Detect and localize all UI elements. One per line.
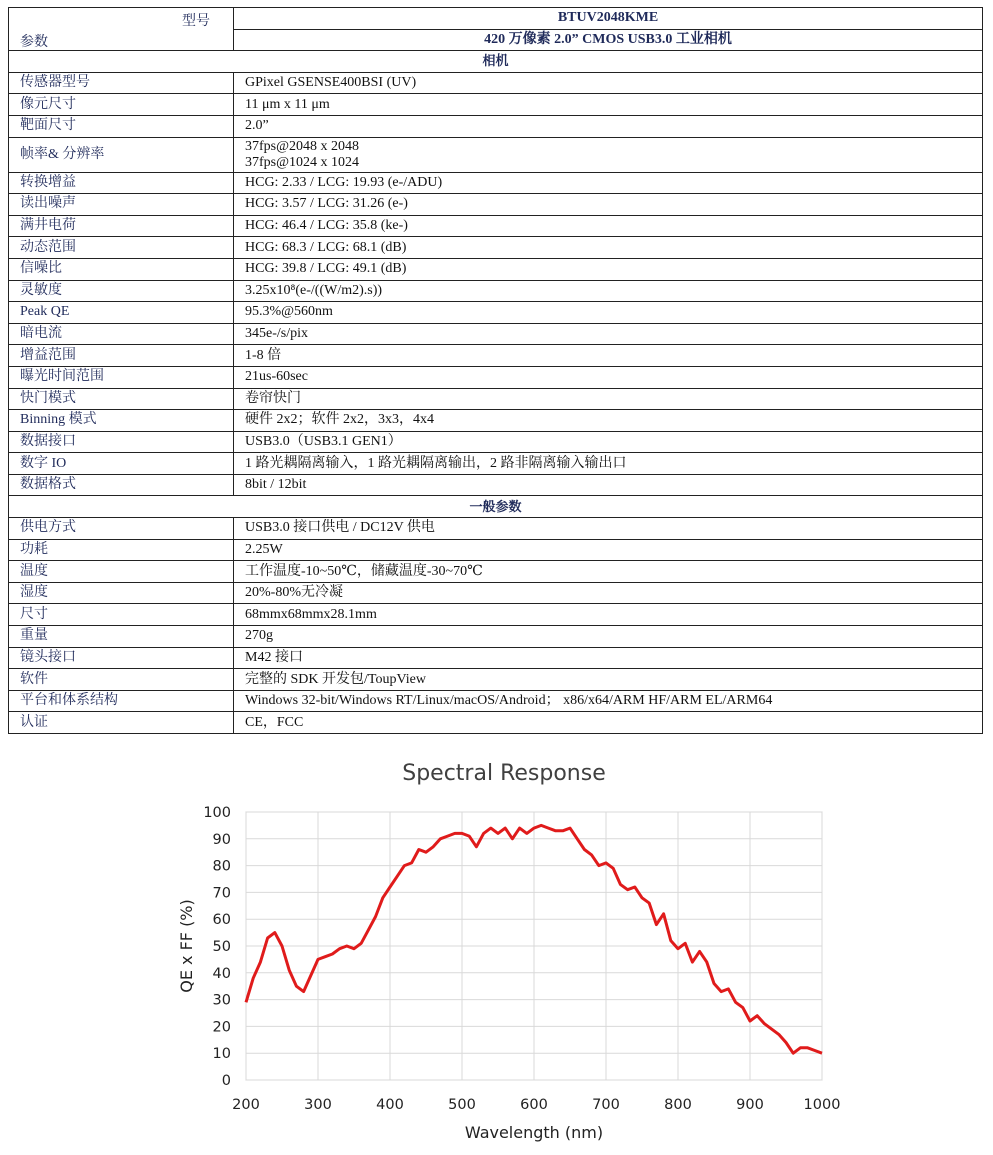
spec-row — [9, 388, 983, 410]
section-title: 相机 — [9, 51, 983, 73]
spec-value: 20%-80%无冷凝 — [234, 582, 983, 604]
spec-label: 软件 — [9, 669, 234, 691]
spec-row — [9, 518, 983, 540]
spec-label: 温度 — [9, 561, 234, 583]
spec-label: 暗电流 — [9, 323, 234, 345]
x-tick-label: 300 — [304, 1097, 332, 1113]
spec-row — [9, 94, 983, 116]
spec-value: 1-8 倍 — [234, 345, 983, 367]
spec-row — [9, 410, 983, 432]
spec-value: Windows 32-bit/Windows RT/Linux/macOS/Android； x86/x64/ARM HF/ARM EL/ARM64 — [234, 690, 983, 712]
corner-param-label: 参数 — [20, 35, 48, 50]
spec-value: HCG: 3.57 / LCG: 31.26 (e-) — [234, 194, 983, 216]
spec-label: 动态范围 — [9, 237, 234, 259]
chart-grid — [246, 812, 822, 1080]
spec-table — [8, 7, 983, 734]
y-tick-label: 60 — [212, 912, 231, 929]
spec-value: 3.25x10⁸(e-/((W/m2).s)) — [234, 280, 983, 302]
spec-value: HCG: 2.33 / LCG: 19.93 (e-/ADU) — [234, 172, 983, 194]
spec-value: 21us-60sec — [234, 366, 983, 388]
spec-row — [9, 280, 983, 302]
spec-label: 供电方式 — [9, 518, 234, 540]
spec-value: 2.25W — [234, 539, 983, 561]
spec-label: 靶面尺寸 — [9, 115, 234, 137]
spec-row — [9, 72, 983, 94]
spec-row — [9, 561, 983, 583]
section-header-row — [9, 496, 983, 518]
spec-value: HCG: 39.8 / LCG: 49.1 (dB) — [234, 258, 983, 280]
spec-label: 认证 — [9, 712, 234, 734]
y-tick-label: 100 — [203, 805, 231, 821]
spec-label: 信噪比 — [9, 258, 234, 280]
spec-label: 平台和体系结构 — [9, 690, 234, 712]
spec-label: 湿度 — [9, 582, 234, 604]
corner-model-label: 型号 — [182, 14, 210, 29]
spec-row — [9, 539, 983, 561]
spec-value: HCG: 46.4 / LCG: 35.8 (ke-) — [234, 215, 983, 237]
spec-row — [9, 172, 983, 194]
spec-row — [9, 215, 983, 237]
spec-value: M42 接口 — [234, 647, 983, 669]
spec-label: 重量 — [9, 626, 234, 648]
spec-value: 工作温度-10~50℃，储藏温度-30~70℃ — [234, 561, 983, 583]
spec-value: 1 路光耦隔离输入，1 路光耦隔离输出，2 路非隔离输入输出口 — [234, 453, 983, 475]
spec-value: CE，FCC — [234, 712, 983, 734]
spec-row — [9, 453, 983, 475]
spec-value: 270g — [234, 626, 983, 648]
spec-label: 数据接口 — [9, 431, 234, 453]
spec-label: 数据格式 — [9, 474, 234, 496]
spec-value: 2.0” — [234, 115, 983, 137]
x-tick-label: 600 — [520, 1097, 548, 1113]
spec-row — [9, 302, 983, 324]
spec-value: 95.3%@560nm — [234, 302, 983, 324]
chart-ticks — [203, 805, 840, 1113]
spec-label: 转换增益 — [9, 172, 234, 194]
spec-value: 卷帘快门 — [234, 388, 983, 410]
spec-value: 8bit / 12bit — [234, 474, 983, 496]
spec-row — [9, 604, 983, 626]
spec-label: 传感器型号 — [9, 72, 234, 94]
spec-value: 68mmx68mmx28.1mm — [234, 604, 983, 626]
y-tick-label: 80 — [212, 858, 231, 875]
y-tick-label: 20 — [212, 1019, 231, 1036]
spec-value: 硬件 2x2；软件 2x2，3x3，4x4 — [234, 410, 983, 432]
section-header-row — [9, 51, 983, 73]
spectral-response-chart — [0, 750, 993, 1155]
chart-title: Spectral Response — [402, 761, 606, 786]
spec-value — [234, 137, 983, 172]
spec-row — [9, 431, 983, 453]
model-description: 420 万像素 2.0” CMOS USB3.0 工业相机 — [234, 29, 983, 51]
spec-row — [9, 669, 983, 691]
spec-row — [9, 582, 983, 604]
model-name: BTUV2048KME — [234, 8, 983, 30]
y-tick-label: 40 — [212, 965, 231, 982]
spec-label: 像元尺寸 — [9, 94, 234, 116]
spec-label: Binning 模式 — [9, 410, 234, 432]
spec-value-line: 37fps@1024 x 1024 — [245, 154, 360, 170]
spec-row — [9, 137, 983, 172]
spec-row — [9, 237, 983, 259]
spec-label: 镜头接口 — [9, 647, 234, 669]
spec-row — [9, 474, 983, 496]
y-tick-label: 70 — [212, 885, 231, 902]
y-tick-label: 0 — [221, 1073, 231, 1089]
spec-row — [9, 626, 983, 648]
spec-label: 满井电荷 — [9, 215, 234, 237]
spec-label: 功耗 — [9, 539, 234, 561]
x-tick-label: 700 — [592, 1097, 620, 1113]
x-tick-label: 800 — [664, 1097, 692, 1113]
header-row-model — [9, 8, 983, 30]
spec-row — [9, 194, 983, 216]
spec-row — [9, 323, 983, 345]
x-axis-label: Wavelength (nm) — [464, 1123, 604, 1142]
spec-row — [9, 690, 983, 712]
y-tick-label: 50 — [212, 939, 231, 955]
spec-label: Peak QE — [9, 302, 234, 324]
spec-row — [9, 366, 983, 388]
x-tick-label: 200 — [232, 1097, 260, 1113]
spec-value: USB3.0 接口供电 / DC12V 供电 — [234, 518, 983, 540]
y-tick-label: 30 — [212, 992, 231, 1009]
spec-row — [9, 712, 983, 734]
spec-label: 增益范围 — [9, 345, 234, 367]
spec-row — [9, 345, 983, 367]
section-title: 一般参数 — [9, 496, 983, 518]
corner-cell — [9, 8, 234, 51]
spec-label: 数字 IO — [9, 453, 234, 475]
x-tick-label: 900 — [736, 1097, 764, 1113]
spec-label: 快门模式 — [9, 388, 234, 410]
spec-label: 帧率& 分辨率 — [9, 137, 234, 172]
spec-value: 完整的 SDK 开发包/ToupView — [234, 669, 983, 691]
spec-value: HCG: 68.3 / LCG: 68.1 (dB) — [234, 237, 983, 259]
spec-value: 11 μm x 11 μm — [234, 94, 983, 116]
spec-label: 尺寸 — [9, 604, 234, 626]
y-tick-label: 10 — [212, 1046, 231, 1063]
spec-row — [9, 115, 983, 137]
spec-label: 读出噪声 — [9, 194, 234, 216]
y-tick-label: 90 — [212, 831, 231, 848]
spec-value: 345e-/s/pix — [234, 323, 983, 345]
x-tick-label: 400 — [376, 1097, 404, 1113]
spec-value: USB3.0（USB3.1 GEN1） — [234, 431, 983, 453]
y-axis-label: QE x FF (%) — [177, 899, 196, 993]
spec-row — [9, 647, 983, 669]
spec-row — [9, 258, 983, 280]
spec-value: GPixel GSENSE400BSI (UV) — [234, 72, 983, 94]
spec-label: 曝光时间范围 — [9, 366, 234, 388]
spec-value-line: 37fps@2048 x 2048 — [245, 138, 360, 154]
x-tick-label: 500 — [448, 1097, 476, 1113]
spec-label: 灵敏度 — [9, 280, 234, 302]
x-tick-label: 1000 — [803, 1097, 841, 1113]
